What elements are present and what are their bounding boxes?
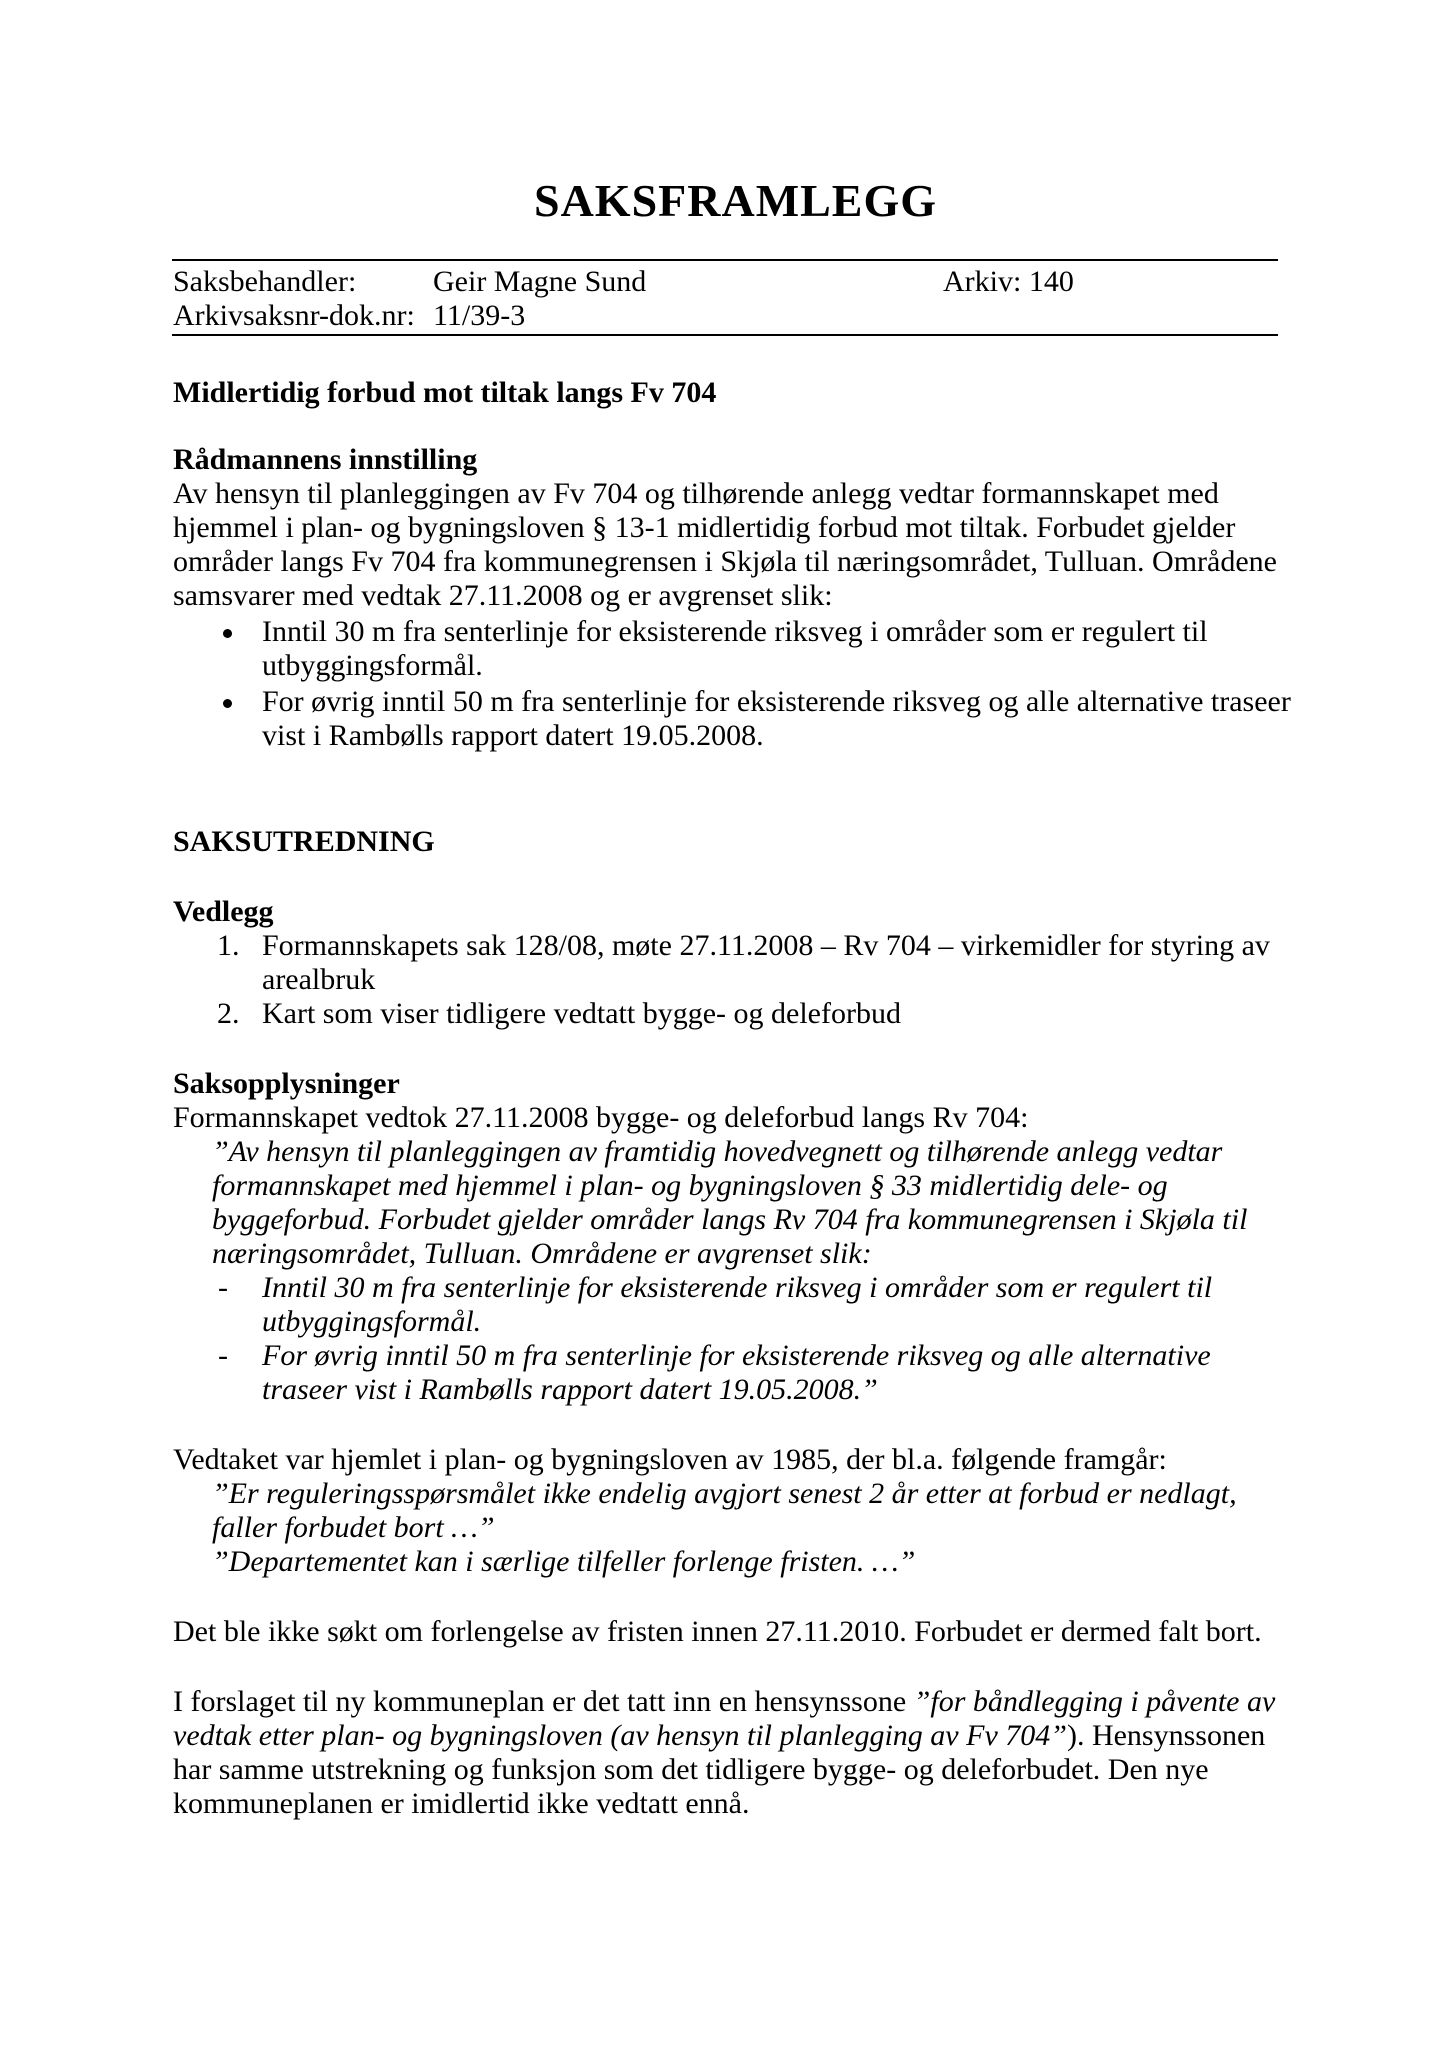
quote-line: ”Er reguleringsspørsmålet ikke endelig avgjort senest 2 år etter at forbud er nedlagt, [212, 1477, 1237, 1510]
paragraph-line: har samme utstrekning og funksjon som det tidligere bygge- og deleforbudet. Den nye [173, 1753, 1209, 1786]
archive-value: Arkiv: 140 [943, 265, 1074, 298]
paragraph-text: I forslaget til ny kommuneplan er det tatt inn en hensynssone [173, 1685, 914, 1718]
paragraph-text: ). Hensynssonen [1066, 1719, 1266, 1752]
dash-marker: - [218, 1271, 228, 1304]
quote-line: formannskapet med hjemmel i plan- og bygningsloven § 33 midlertidig dele- og [212, 1169, 1168, 1202]
subject-heading: Midlertidig forbud mot tiltak langs Fv 704 [173, 376, 717, 409]
paragraph-quote: vedtak etter plan- og bygningsloven (av hensyn til planlegging av Fv 704” [173, 1719, 1067, 1752]
paragraph-line [173, 1719, 1265, 1753]
header-top-rule [172, 259, 1278, 261]
paragraph: Vedtaket var hjemlet i plan- og bygningsloven av 1985, der bl.a. følgende framgår: [173, 1443, 1167, 1476]
quote-line: faller forbudet bort …” [212, 1511, 495, 1544]
recommendation-bullet: Inntil 30 m fra senterlinje for eksisterende riksveg i områder som er regulert til [262, 615, 1208, 648]
section-heading: SAKSUTREDNING [173, 825, 435, 858]
dash-marker: - [218, 1339, 228, 1372]
quote-dash-item: For øvrig inntil 50 m fra senterlinje for eksisterende riksveg og alle alternative [262, 1339, 1211, 1372]
quote-line: byggeforbud. Forbudet gjelder områder langs Rv 704 fra kommunegrensen i Skjøla til [212, 1203, 1248, 1236]
recommendation-line: Av hensyn til planleggingen av Fv 704 og tilhørende anlegg vedtar formannskapet med [173, 477, 1219, 510]
quote-dash-item-cont: traseer vist i Rambølls rapport datert 19.05.2008.” [262, 1373, 878, 1406]
bullet-icon [223, 699, 232, 708]
quote-line: næringsområdet, Tulluan. Områdene er avgrenset slik: [212, 1237, 872, 1270]
facts-intro: Formannskapet vedtok 27.11.2008 bygge- og deleforbud langs Rv 704: [173, 1101, 1029, 1134]
bullet-icon [223, 629, 232, 638]
attachment-number: 2. [217, 997, 240, 1030]
paragraph-line [173, 1685, 1275, 1719]
attachment-item-cont: arealbruk [262, 963, 376, 996]
attachment-item: Formannskapets sak 128/08, møte 27.11.2008 – Rv 704 – virkemidler for styring av [262, 929, 1270, 962]
recommendation-line: samsvarer med vedtak 27.11.2008 og er avgrenset slik: [173, 579, 833, 612]
recommendation-bullet-cont: vist i Rambølls rapport datert 19.05.2008. [262, 719, 764, 752]
quote-dash-item: Inntil 30 m fra senterlinje for eksisterende riksveg i områder som er regulert til [262, 1271, 1213, 1304]
attachment-item: Kart som viser tidligere vedtatt bygge- og deleforbud [262, 997, 901, 1030]
attachments-heading: Vedlegg [173, 895, 274, 928]
recommendation-line: hjemmel i plan- og bygningsloven § 13-1 midlertidig forbud mot tiltak. Forbudet gjelder [173, 511, 1236, 544]
ref-label: Arkivsaksnr-dok.nr: [173, 299, 415, 332]
quote-dash-item-cont: utbyggingsformål. [262, 1305, 482, 1338]
attachment-number: 1. [217, 929, 240, 962]
page-title: SAKSFRAMLEGG [534, 175, 938, 226]
paragraph-line: kommuneplanen er imidlertid ikke vedtatt ennå. [173, 1787, 750, 1820]
handler-value: Geir Magne Sund [433, 265, 647, 298]
recommendation-line: områder langs Fv 704 fra kommunegrensen i Skjøla til næringsområdet, Tulluan. Områdene [173, 545, 1277, 578]
handler-label: Saksbehandler: [173, 265, 357, 298]
quote-line: ”Av hensyn til planleggingen av framtidig hovedvegnett og tilhørende anlegg vedtar [212, 1135, 1223, 1168]
recommendation-heading: Rådmannens innstilling [173, 443, 478, 476]
recommendation-bullet-cont: utbyggingsformål. [262, 649, 483, 682]
ref-value: 11/39-3 [433, 299, 526, 332]
recommendation-bullet: For øvrig inntil 50 m fra senterlinje for eksisterende riksveg og alle alternative traseer [262, 685, 1291, 718]
header-bottom-rule [172, 334, 1278, 336]
paragraph: Det ble ikke søkt om forlengelse av fristen innen 27.11.2010. Forbudet er dermed falt bort. [173, 1615, 1262, 1648]
quote-line: ”Departementet kan i særlige tilfeller forlenge fristen. …” [212, 1545, 916, 1578]
facts-heading: Saksopplysninger [173, 1067, 400, 1100]
paragraph-quote: ”for båndlegging i påvente av [913, 1685, 1276, 1718]
